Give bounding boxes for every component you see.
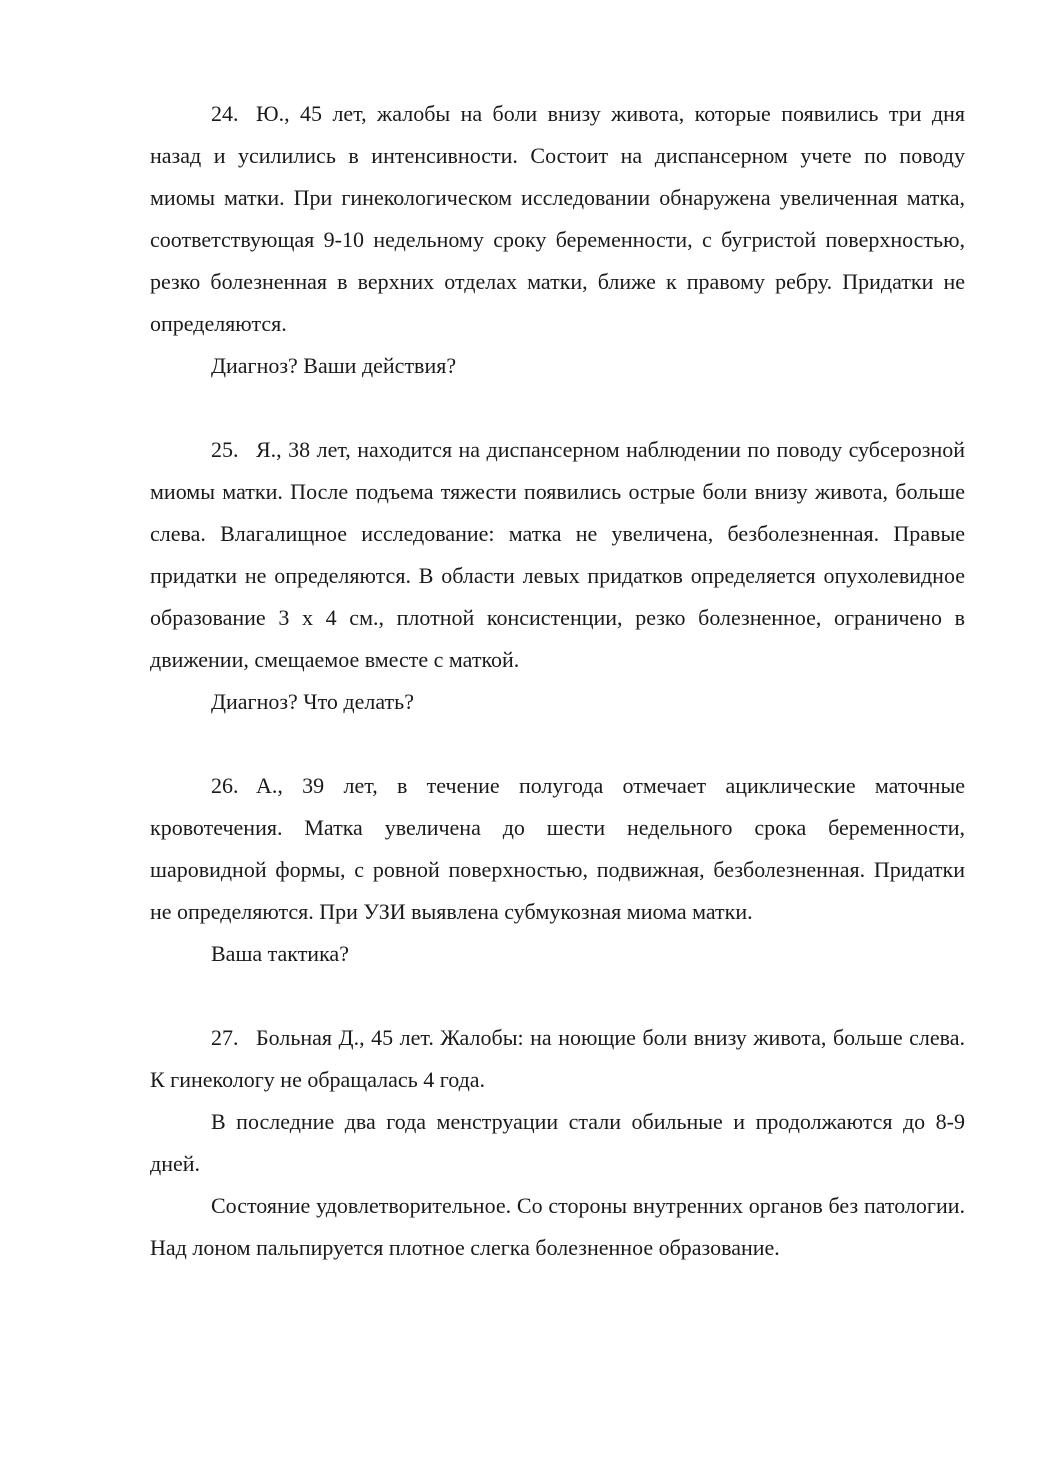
case-text: Ю., 45 лет, жалобы на боли внизу живота, которые появились три дня назад и усилились в интенсивности. Состоит на диспансерном учете по поводу миомы матки. При гинекологическом исследовании обнаружена увеличенная матка, соответствующая 9-10 недельному сроку беременности, с бугристой поверхностью, резко болезненная в верхних отделах матки, ближе к правому ребру. Придатки не определяются.: [150, 101, 965, 336]
case-description: [150, 765, 965, 933]
case-paragraph: Состояние удовлетворительное. Со стороны внутренних органов без патологии. Над лоном пальпируется плотное слегка болезненное образование.: [150, 1193, 965, 1260]
case-text: Больная Д., 45 лет. Жалобы: на ноющие боли внизу живота, больше слева. К гинекологу не обращалась 4 года.: [150, 1025, 965, 1092]
case-description: [150, 93, 965, 345]
case-number: 24.: [211, 101, 239, 126]
case-number: 26.: [211, 773, 239, 798]
case-25: [150, 429, 965, 723]
case-text: Я., 38 лет, находится на диспансерном наблюдении по поводу субсерозной миомы матки. После подъема тяжести появились острые боли внизу живота, больше слева. Влагалищное исследование: матка не увеличена, безболезненная. Правые придатки не определяются. В области левых придатков определяется опухолевидное образование 3 х 4 см., плотной консистенции, резко болезненное, ограничено в движении, смещаемое вместе с маткой.: [150, 437, 965, 672]
case-26: [150, 765, 965, 975]
case-number: 27.: [211, 1025, 239, 1050]
case-text: А., 39 лет, в течение полугода отмечает ациклические маточные кровотечения. Матка увеличена до шести недельного срока беременности, шаровидной формы, с ровной поверхностью, подвижная, безболезненная. Придатки не определяются. При УЗИ выявлена субмукозная миома матки.: [150, 773, 965, 924]
case-description: [150, 429, 965, 681]
case-27: [150, 1017, 965, 1269]
case-question: Диагноз? Что делать?: [211, 689, 414, 714]
case-24: [150, 93, 965, 387]
case-question: Диагноз? Ваши действия?: [211, 353, 457, 378]
case-question: Ваша тактика?: [211, 941, 349, 966]
case-description: [150, 1017, 965, 1101]
case-number: 25.: [211, 437, 239, 462]
case-paragraph: В последние два года менструации стали обильные и продолжаются до 8-9 дней.: [150, 1109, 965, 1176]
document-page: [150, 93, 965, 1269]
